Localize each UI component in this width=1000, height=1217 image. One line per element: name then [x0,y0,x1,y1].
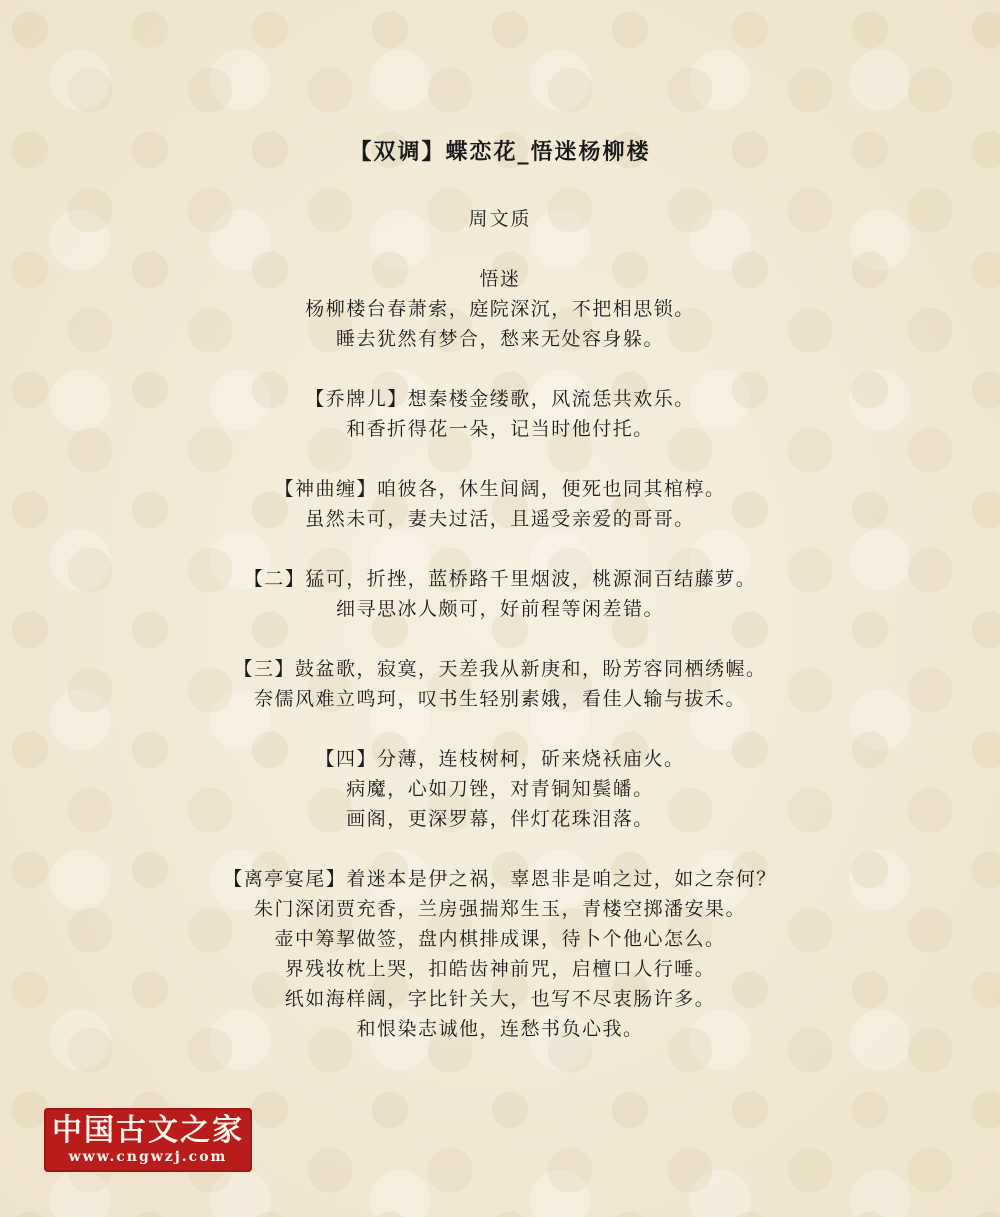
poem-line: 壶中筹挈做签，盘内棋排成课，待卜个他心怎么。 [274,928,726,950]
poem-line: 和恨染志诚他，连愁书负心我。 [356,1018,644,1040]
poem-line: 虽然未可，妻夫过活，且遥受亲爱的哥哥。 [305,508,695,530]
stanza [0,654,1000,714]
stanza [0,474,1000,534]
poem-line: 和香折得花一朵，记当时他付托。 [346,418,654,440]
stanza [0,384,1000,444]
poem-author: 周文质 [468,208,532,230]
poem-line: 【神曲缠】咱彼各，休生间阔，便死也同其棺椁。 [274,478,726,500]
poem-line: 【三】鼓盆歌，寂寞，天差我从新庚和，盼芳容同栖绣幄。 [233,658,767,680]
poem-line: 画阁，更深罗幕，伴灯花珠泪落。 [346,808,654,830]
poem-line: 【四】分薄，连枝树柯，斫来烧袄庙火。 [315,748,685,770]
poem-line: 【二】猛可，折挫，蓝桥路千里烟波，桃源洞百结藤萝。 [243,568,757,590]
stanza [0,744,1000,834]
poem-line: 纸如海样阔，字比针关大，也写不尽衷肠许多。 [284,988,716,1010]
poem-title: 【双调】蝶恋花_悟迷杨柳楼 [349,139,651,165]
poem-container [0,130,1000,1074]
poem-line: 【离亭宴尾】着迷本是伊之祸，辜恩非是咱之过，如之奈何？ [223,868,777,890]
poem-line: 睡去犹然有梦合，愁来无处容身躲。 [335,328,664,350]
poem-line: 奈儒风难立鸣珂，叹书生轻别素娥，看佳人输与拔禾。 [253,688,746,710]
poem-line: 【乔牌儿】想秦楼金缕歌，风流恁共欢乐。 [305,388,695,410]
stanza [0,864,1000,1044]
logo-url: www.cngwzj.com [68,1149,228,1165]
stanza [0,264,1000,354]
poem-line: 悟迷 [479,268,521,290]
poem-line: 病魔，心如刀锉，对青铜知鬓皤。 [346,778,654,800]
poem-line: 界残妆枕上哭，扣皓齿神前咒，启檀口人行唾。 [284,958,716,980]
poem-line: 杨柳楼台春萧索，庭院深沉，不把相思锁。 [305,298,695,320]
poem-line: 朱门深闭贾充香，兰房强揣郑生玉，青楼空掷潘安果。 [253,898,746,920]
stanza [0,564,1000,624]
logo-name: 中国古文之家 [52,1113,244,1148]
poem-line: 细寻思冰人颇可，好前程等闲差错。 [335,598,664,620]
site-logo-seal[interactable] [44,1108,252,1172]
